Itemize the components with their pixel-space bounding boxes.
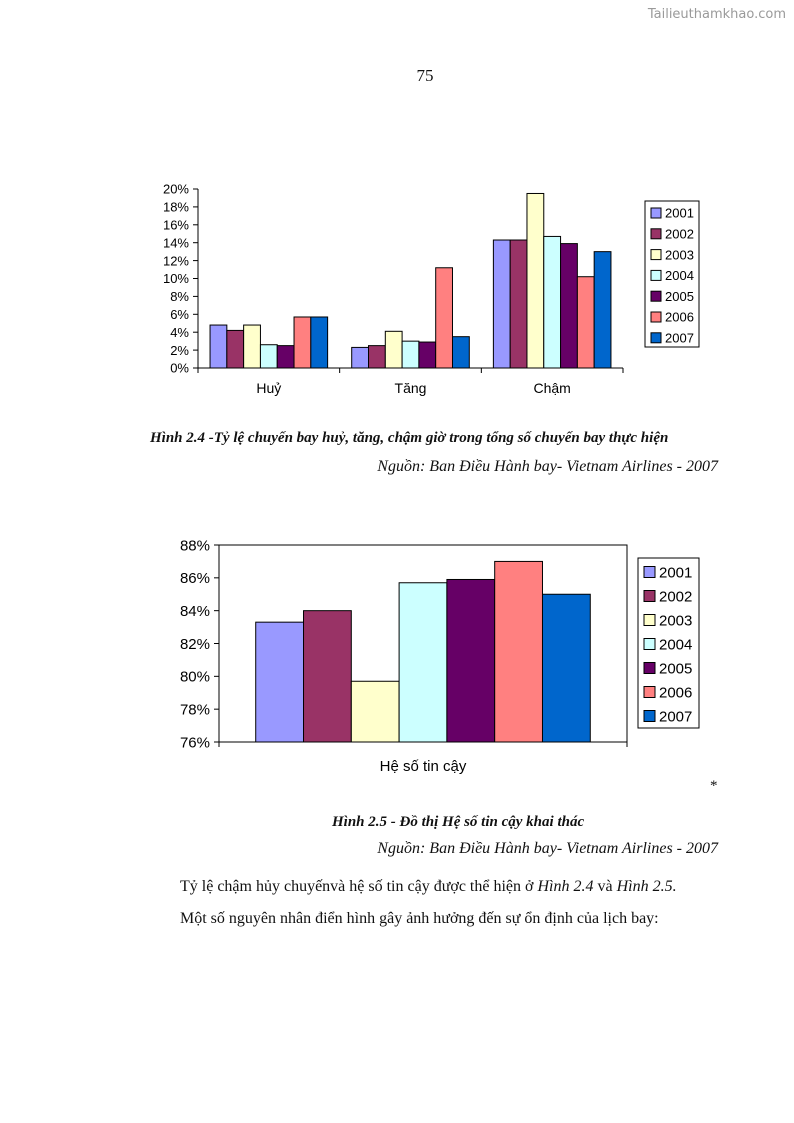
legend-swatch-2001 [651, 208, 661, 218]
y-tick-label: 20% [162, 181, 189, 197]
bar-2003 [244, 325, 261, 368]
bar-2007 [542, 594, 590, 742]
legend-label: 2007 [659, 708, 693, 726]
y-tick-label: 82% [179, 635, 210, 653]
legend-label: 2007 [665, 330, 694, 346]
bar-2006 [436, 268, 453, 368]
y-tick-label: 8% [170, 289, 189, 305]
bar-2004 [402, 341, 419, 368]
legend-swatch-2002 [644, 591, 655, 602]
y-tick-label: 80% [179, 668, 210, 686]
legend-label: 2001 [659, 564, 693, 582]
category-label: Huỷ [256, 380, 282, 396]
y-tick-label: 84% [179, 603, 210, 621]
legend-label: 2002 [659, 588, 693, 606]
legend-swatch-2001 [644, 567, 655, 578]
bar-2007 [594, 252, 611, 368]
bar-2006 [577, 277, 594, 368]
bar-2002 [369, 346, 386, 368]
legend-label: 2006 [665, 309, 694, 325]
bar-2005 [447, 579, 495, 742]
legend-swatch-2004 [651, 270, 661, 280]
figure-ref-2-4: Hình 2.4 [537, 878, 594, 895]
bar-2003 [385, 331, 402, 368]
legend-label: 2006 [659, 684, 693, 702]
bar-2006 [495, 561, 543, 742]
body-text: Tỷ lệ chậm hủy chuyếnvà hệ số tin cậy được thể hiện ở [180, 878, 538, 895]
body-paragraph-line-2: Một số nguyên nhân điển hình gây ảnh hưởng đến sự ổn định của lịch bay: [180, 910, 659, 927]
chart-legend [638, 558, 699, 728]
legend-swatch-2007 [644, 711, 655, 722]
figure-2-4-caption: Hình 2.4 -Tỷ lệ chuyến bay huỷ, tăng, chậm giờ trong tổng số chuyến bay thực hiện [150, 430, 669, 446]
figure-ref-2-5: Hình 2.5. [616, 878, 677, 895]
y-tick-label: 16% [162, 217, 189, 233]
y-tick-label: 76% [179, 734, 210, 752]
bar-2002 [304, 611, 352, 742]
bar-2002 [227, 330, 244, 368]
bar-2001 [493, 240, 510, 368]
y-tick-label: 2% [170, 342, 189, 358]
chart-legend [645, 201, 699, 347]
legend-swatch-2006 [651, 312, 661, 322]
bar-2006 [294, 317, 311, 368]
chart-flight-cancel-add-delay [0, 170, 794, 410]
legend-label: 2004 [665, 268, 694, 284]
legend-swatch-2005 [644, 663, 655, 674]
legend-swatch-2005 [651, 291, 661, 301]
category-label: Hệ số tin cậy [379, 758, 467, 775]
y-tick-label: 0% [170, 360, 189, 376]
y-tick-label: 12% [162, 253, 189, 269]
y-tick-label: 86% [179, 570, 210, 588]
figure-2-4-source: Nguồn: Ban Điều Hành bay- Vietnam Airlines - 2007 [377, 458, 718, 475]
y-tick-label: 18% [162, 199, 189, 215]
bar-2005 [561, 244, 578, 368]
chart-reliability-coefficient [0, 530, 794, 780]
body-paragraph-line-1 [180, 878, 677, 896]
legend-label: 2003 [659, 612, 693, 630]
y-tick-label: 10% [162, 271, 189, 287]
bar-2007 [311, 317, 328, 368]
bar-2005 [277, 346, 294, 368]
bar-2002 [510, 240, 527, 368]
legend-swatch-2003 [651, 250, 661, 260]
y-tick-label: 14% [162, 235, 189, 251]
y-tick-label: 6% [170, 306, 189, 322]
y-tick-label: 4% [170, 324, 189, 340]
bar-2001 [352, 347, 369, 368]
legend-swatch-2003 [644, 615, 655, 626]
bar-2004 [260, 345, 277, 368]
figure-2-5-source: Nguồn: Ban Điều Hành bay- Vietnam Airlines - 2007 [377, 840, 718, 857]
category-label: Tăng [394, 380, 427, 396]
legend-swatch-2007 [651, 333, 661, 343]
bar-2001 [210, 325, 227, 368]
bar-2007 [452, 337, 469, 368]
bar-2004 [399, 583, 447, 742]
bar-2003 [351, 681, 399, 742]
legend-swatch-2006 [644, 687, 655, 698]
legend-label: 2005 [665, 288, 694, 304]
bar-2004 [544, 236, 561, 368]
watermark-text: Tailieuthamkhao.com [647, 7, 786, 22]
legend-label: 2001 [665, 205, 694, 221]
legend-label: 2004 [659, 636, 693, 654]
legend-label: 2005 [659, 660, 693, 678]
body-text: và [593, 878, 617, 895]
bar-2003 [527, 193, 544, 368]
bar-2005 [419, 342, 436, 368]
y-tick-label: 88% [179, 537, 210, 555]
legend-label: 2002 [665, 226, 694, 242]
legend-swatch-2004 [644, 639, 655, 650]
y-tick-label: 78% [179, 701, 210, 719]
bar-2001 [256, 622, 304, 742]
asterisk-mark: * [710, 778, 718, 794]
figure-2-5-caption: Hình 2.5 - Đồ thị Hệ số tin cậy khai thác [332, 814, 585, 830]
page-number: 75 [416, 66, 434, 85]
legend-label: 2003 [665, 247, 694, 263]
category-label: Chậm [533, 380, 571, 396]
legend-swatch-2002 [651, 229, 661, 239]
